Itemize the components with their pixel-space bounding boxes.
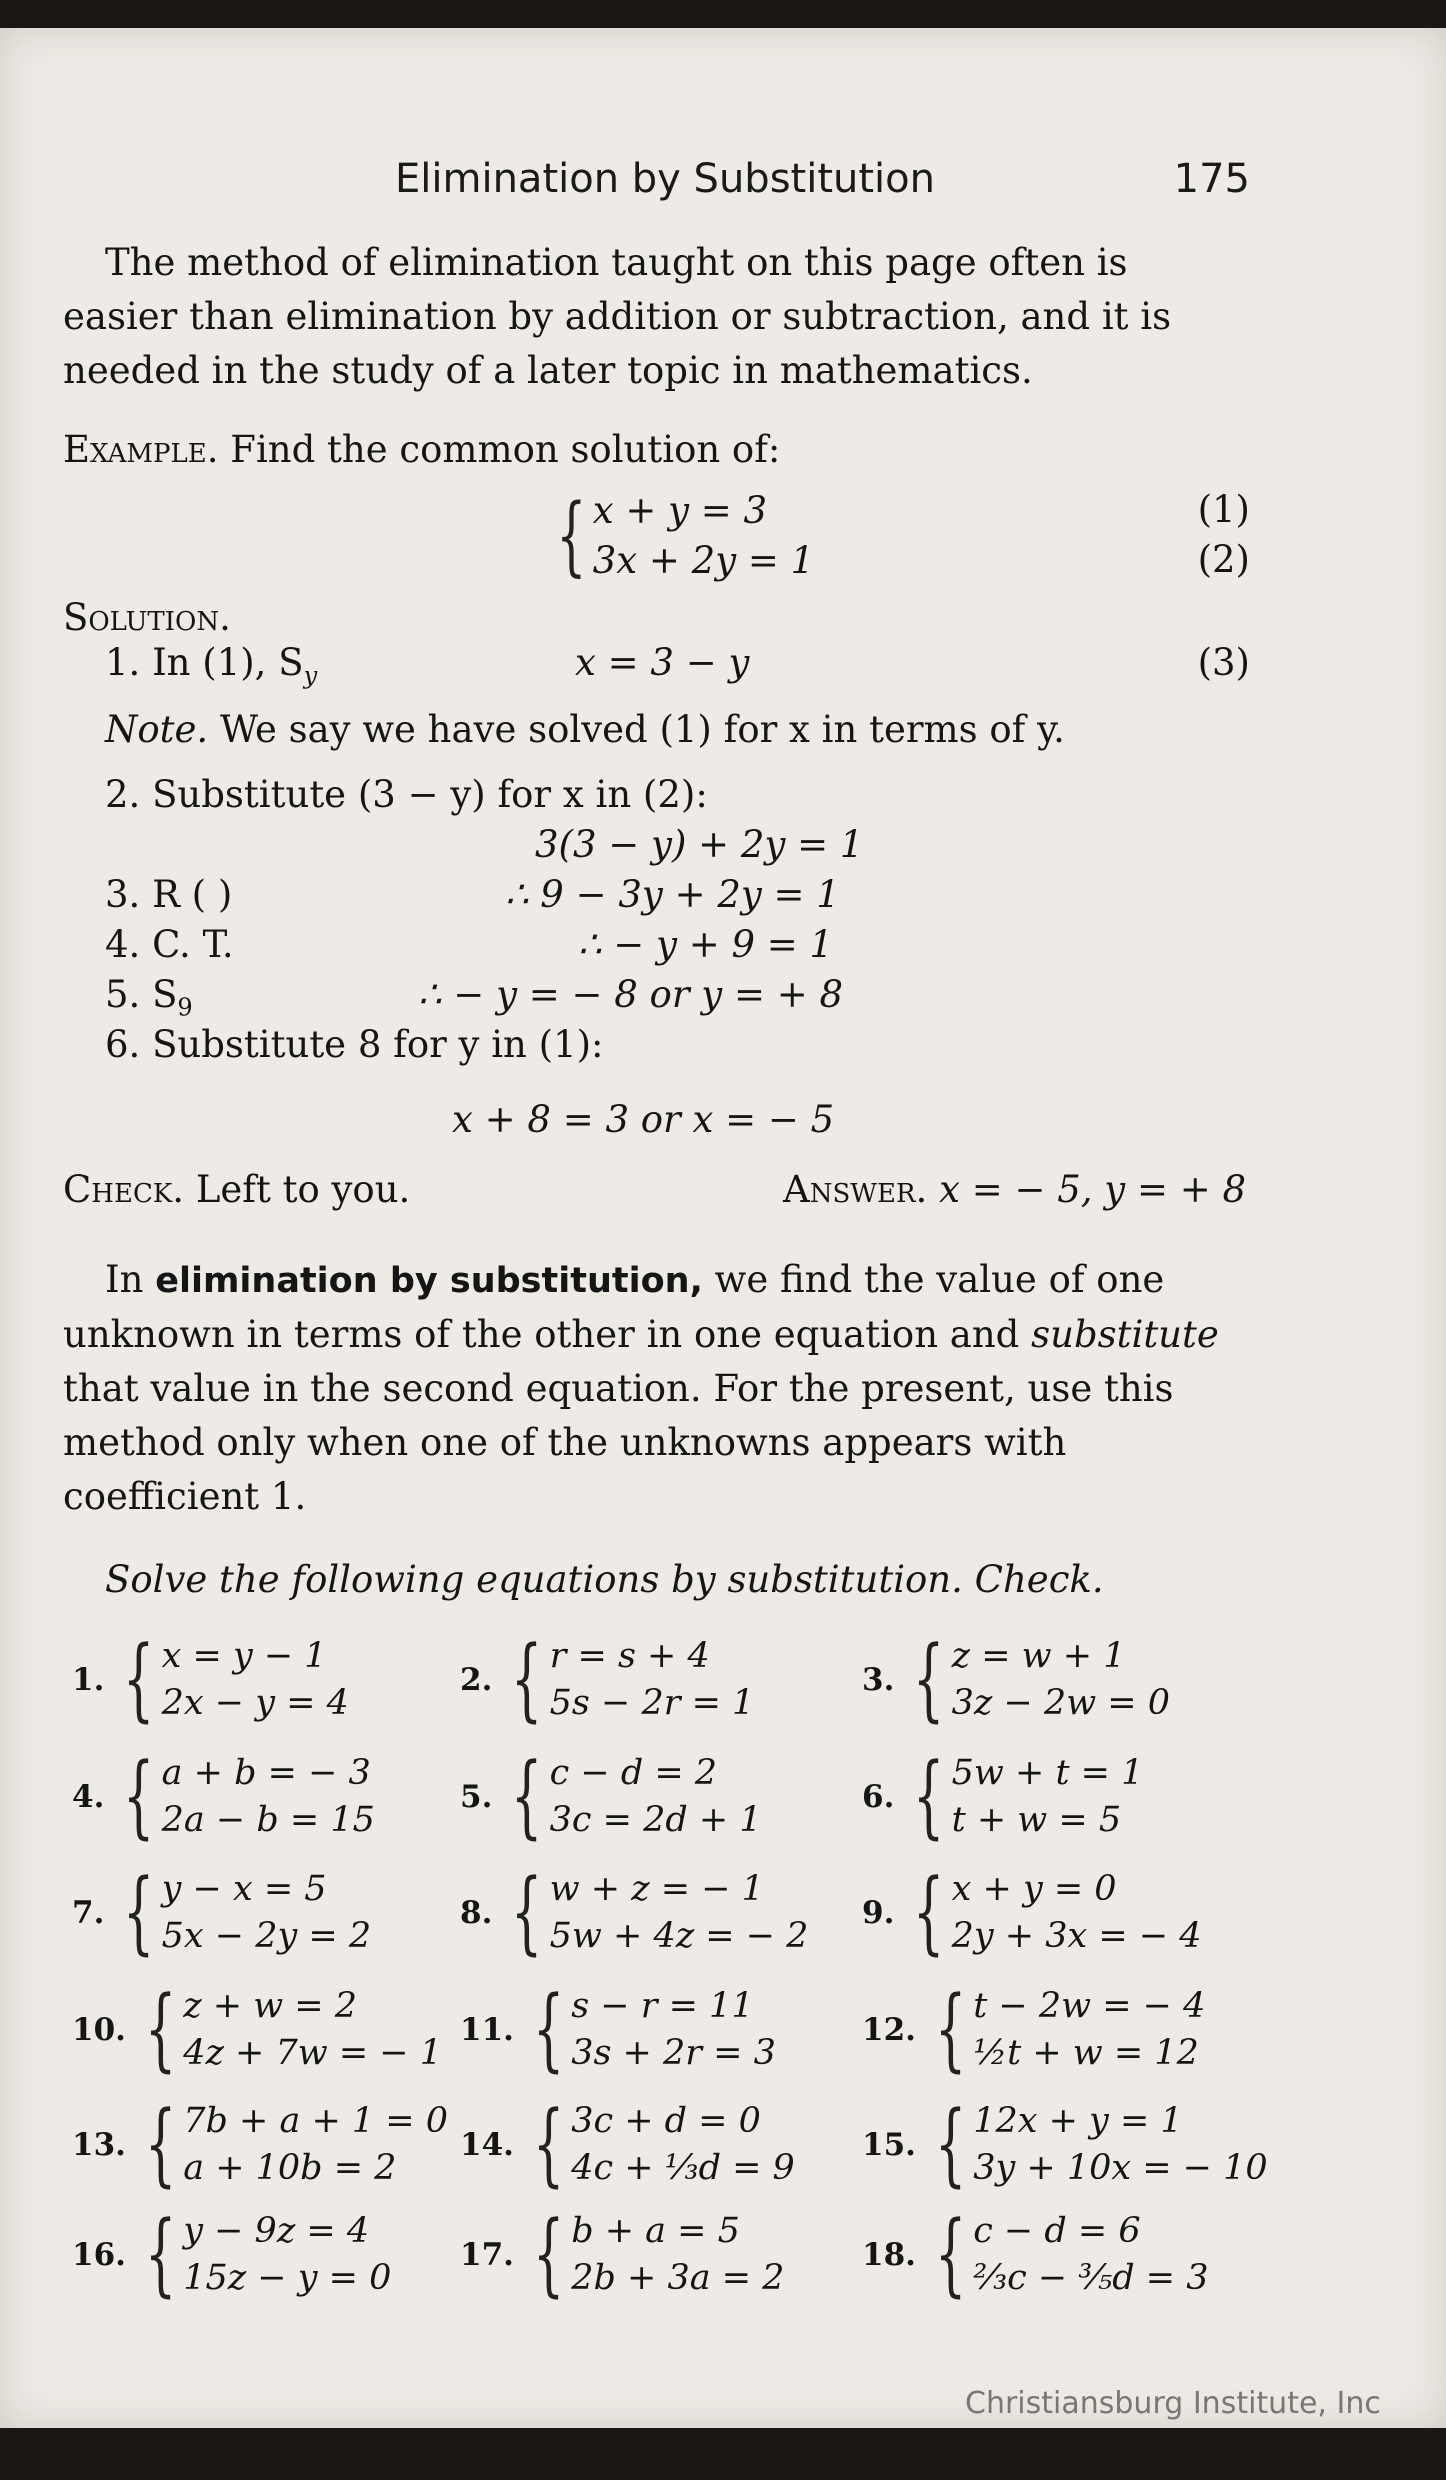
left-brace: { xyxy=(913,1860,945,1965)
problem-1 xyxy=(72,1627,349,1732)
left-brace: { xyxy=(144,2092,177,2197)
problem-8 xyxy=(460,1860,809,1965)
step4-label: 4. C. T. xyxy=(105,923,234,966)
problem-10 xyxy=(72,1977,443,2082)
equation-line: c − d = 2 xyxy=(549,1753,718,1793)
left-brace: { xyxy=(123,1860,155,1965)
equation-system xyxy=(162,1750,375,1844)
problem-number: 13. xyxy=(72,2127,126,2163)
equation-line: s − r = 11 xyxy=(571,1986,754,2026)
equation-line: 2y + 3x = − 4 xyxy=(951,1916,1202,1956)
definition-paragraph xyxy=(63,1253,1253,1524)
check-line xyxy=(63,1168,410,1211)
left-brace: { xyxy=(913,1627,945,1732)
left-brace: { xyxy=(511,1860,543,1965)
equation-line: y − 9z = 4 xyxy=(183,2211,370,2251)
problem-18 xyxy=(862,2202,1209,2307)
example-text: Find the common solution of: xyxy=(230,428,781,471)
left-brace: { xyxy=(123,1627,155,1732)
equation-line: z + w = 2 xyxy=(183,1986,358,2026)
solution-label: Solution. xyxy=(63,596,231,639)
equation-line: c − d = 6 xyxy=(973,2211,1141,2251)
step2-equation: 3(3 − y) + 2y = 1 xyxy=(535,823,864,866)
problem-number: 14. xyxy=(460,2127,514,2163)
equation-line: 3z − 2w = 0 xyxy=(951,1683,1170,1723)
answer-label: Answer. xyxy=(783,1168,928,1211)
eq-tag-1: (1) xyxy=(1197,488,1250,531)
left-brace: { xyxy=(144,1977,177,2082)
equation-line: 2x − y = 4 xyxy=(161,1683,349,1723)
step5-label xyxy=(105,973,193,1021)
left-brace: { xyxy=(123,1744,155,1849)
problem-number: 2. xyxy=(460,1662,493,1698)
note-line xyxy=(105,708,1065,751)
equation-line: 5w + 4z = − 2 xyxy=(549,1916,809,1956)
step2-label: 2. Substitute (3 − y) for x in (2): xyxy=(105,773,708,816)
problem-15 xyxy=(862,2092,1268,2197)
problem-number: 18. xyxy=(862,2237,916,2273)
equation-line: 3s + 2r = 3 xyxy=(571,2033,776,2073)
definition-term: elimination by substitution, xyxy=(155,1261,703,1301)
equation-system xyxy=(952,1750,1144,1844)
equation-system xyxy=(571,2098,795,2192)
step3-label: 3. R ( ) xyxy=(105,873,233,916)
example-eq-1: x + y = 3 xyxy=(592,489,768,532)
problem-number: 7. xyxy=(72,1895,105,1931)
problem-number: 17. xyxy=(460,2237,514,2273)
left-brace: { xyxy=(934,1977,967,2082)
equation-line: 4c + ⅓d = 9 xyxy=(571,2148,795,2188)
equation-line: y − x = 5 xyxy=(161,1869,327,1909)
equation-system xyxy=(162,1633,349,1727)
problem-number: 3. xyxy=(862,1662,895,1698)
equation-line: 7b + a + 1 = 0 xyxy=(183,2101,449,2141)
note-text: We say we have solved (1) for x in terms of y. xyxy=(219,708,1065,751)
step1-sub: y xyxy=(303,661,318,690)
problem-number: 9. xyxy=(862,1895,895,1931)
equation-line: x + y = 0 xyxy=(951,1869,1117,1909)
left-brace: { xyxy=(532,2092,565,2197)
example-eq-2: 3x + 2y = 1 xyxy=(592,539,815,582)
equation-line: w + z = − 1 xyxy=(549,1869,764,1909)
equation-line: r = s + 4 xyxy=(549,1636,710,1676)
problem-11 xyxy=(460,1977,776,2082)
equation-line: 2b + 3a = 2 xyxy=(571,2258,785,2298)
equation-line: 4z + 7w = − 1 xyxy=(183,2033,443,2073)
equation-system xyxy=(952,1866,1202,1960)
equation-system xyxy=(550,1633,755,1727)
equation-line: 5w + t = 1 xyxy=(951,1753,1144,1793)
step1-equation: x = 3 − y xyxy=(575,641,750,684)
equation-system xyxy=(183,2208,391,2302)
step1-text: 1. In (1), S xyxy=(105,641,304,684)
eq-tag-3: (3) xyxy=(1197,641,1250,684)
left-brace: { xyxy=(934,2092,967,2197)
step6-label: 6. Substitute 8 for y in (1): xyxy=(105,1023,604,1066)
problem-7 xyxy=(72,1860,372,1965)
problem-13 xyxy=(72,2092,449,2197)
step3-equation: ∴ 9 − 3y + 2y = 1 xyxy=(505,873,840,916)
intro-paragraph xyxy=(63,236,1253,398)
left-brace: { xyxy=(511,1627,543,1732)
page-number: 175 xyxy=(1173,156,1250,202)
problem-5 xyxy=(460,1744,762,1849)
example-system xyxy=(544,486,814,586)
equation-line: z = w + 1 xyxy=(951,1636,1126,1676)
definition-part-1: In xyxy=(105,1258,156,1301)
problem-number: 16. xyxy=(72,2237,126,2273)
step5-equation: ∴ − y = − 8 or y = + 8 xyxy=(418,973,844,1016)
left-brace: { xyxy=(532,2202,565,2307)
equation-line: 3y + 10x = − 10 xyxy=(973,2148,1268,2188)
equation-system xyxy=(183,2098,448,2192)
equation-line: ⅔c − ⅗d = 3 xyxy=(973,2258,1209,2298)
equation-line: x = y − 1 xyxy=(161,1636,327,1676)
problem-12 xyxy=(862,1977,1206,2082)
equation-system xyxy=(183,1983,442,2077)
problem-number: 15. xyxy=(862,2127,916,2163)
equation-line: a + b = − 3 xyxy=(161,1753,371,1793)
equation-line: 3c + d = 0 xyxy=(571,2101,761,2141)
step6-equation: x + 8 = 3 or x = − 5 xyxy=(452,1098,835,1141)
check-label: Check. xyxy=(63,1168,185,1211)
problem-number: 8. xyxy=(460,1895,493,1931)
problem-9 xyxy=(862,1860,1202,1965)
equation-system xyxy=(550,1866,809,1960)
equation-system xyxy=(973,1983,1205,2077)
equation-system xyxy=(571,2208,784,2302)
left-brace: { xyxy=(144,2202,177,2307)
equation-line: a + 10b = 2 xyxy=(183,2148,397,2188)
step5-text: 5. S xyxy=(105,973,178,1016)
problem-2 xyxy=(460,1627,755,1732)
left-brace: { xyxy=(532,1977,565,2082)
example-line xyxy=(63,428,780,471)
step5-sub: 9 xyxy=(177,993,193,1022)
example-label: Example. xyxy=(63,428,219,471)
left-brace: { xyxy=(913,1744,945,1849)
equation-system xyxy=(162,1866,371,1960)
note-label: Note. xyxy=(105,708,209,751)
equation-line: 12x + y = 1 xyxy=(973,2101,1183,2141)
left-brace: { xyxy=(556,486,587,586)
equation-line: t + w = 5 xyxy=(951,1800,1122,1840)
definition-part-3: that value in the second equation. For the present, use this method only when one of the unknowns appears with coefficient 1. xyxy=(63,1367,1174,1518)
answer-line xyxy=(783,1168,1246,1211)
equation-line: 15z − y = 0 xyxy=(183,2258,392,2298)
step4-equation: ∴ − y + 9 = 1 xyxy=(578,923,834,966)
problem-17 xyxy=(460,2202,785,2307)
problem-number: 11. xyxy=(460,2012,514,2048)
definition-part-2: we find the value of one unknown in terms of the other in one equation and xyxy=(63,1258,1165,1356)
left-brace: { xyxy=(934,2202,967,2307)
problem-number: 5. xyxy=(460,1779,493,1815)
problem-6 xyxy=(862,1744,1144,1849)
equation-system xyxy=(973,2098,1267,2192)
left-brace: { xyxy=(511,1744,543,1849)
problem-number: 6. xyxy=(862,1779,895,1815)
equation-system xyxy=(952,1633,1170,1727)
problem-4 xyxy=(72,1744,375,1849)
problem-3 xyxy=(862,1627,1170,1732)
check-text: Left to you. xyxy=(195,1168,411,1211)
equation-line: 5s − 2r = 1 xyxy=(549,1683,755,1723)
answer-text: x = − 5, y = + 8 xyxy=(939,1168,1247,1211)
equation-line: 5x − 2y = 2 xyxy=(161,1916,372,1956)
equation-system xyxy=(973,2208,1208,2302)
problem-number: 10. xyxy=(72,2012,126,2048)
problem-number: 4. xyxy=(72,1779,105,1815)
book-page xyxy=(0,28,1446,2428)
exercise-heading: Solve the following equations by substitution. Check. xyxy=(105,1558,1104,1601)
equation-system xyxy=(550,1750,762,1844)
eq-tag-2: (2) xyxy=(1197,538,1250,581)
page-title: Elimination by Substitution xyxy=(395,156,935,202)
problem-14 xyxy=(460,2092,795,2197)
equation-line: 3c = 2d + 1 xyxy=(549,1800,762,1840)
problem-number: 1. xyxy=(72,1662,105,1698)
equation-line: t − 2w = − 4 xyxy=(973,1986,1206,2026)
watermark: Christiansburg Institute, Inc xyxy=(965,2386,1381,2421)
intro-text: The method of elimination taught on this page often is easier than elimination by addition or subtraction, and it is needed in the study of a later topic in mathematics. xyxy=(63,241,1172,392)
problem-16 xyxy=(72,2202,392,2307)
equation-system xyxy=(571,1983,776,2077)
equation-line: ½t + w = 12 xyxy=(973,2033,1199,2073)
step1-label xyxy=(105,641,317,689)
problem-number: 12. xyxy=(862,2012,916,2048)
equation-line: b + a = 5 xyxy=(571,2211,740,2251)
equation-line: 2a − b = 15 xyxy=(161,1800,375,1840)
definition-italic: substitute xyxy=(1031,1313,1219,1356)
